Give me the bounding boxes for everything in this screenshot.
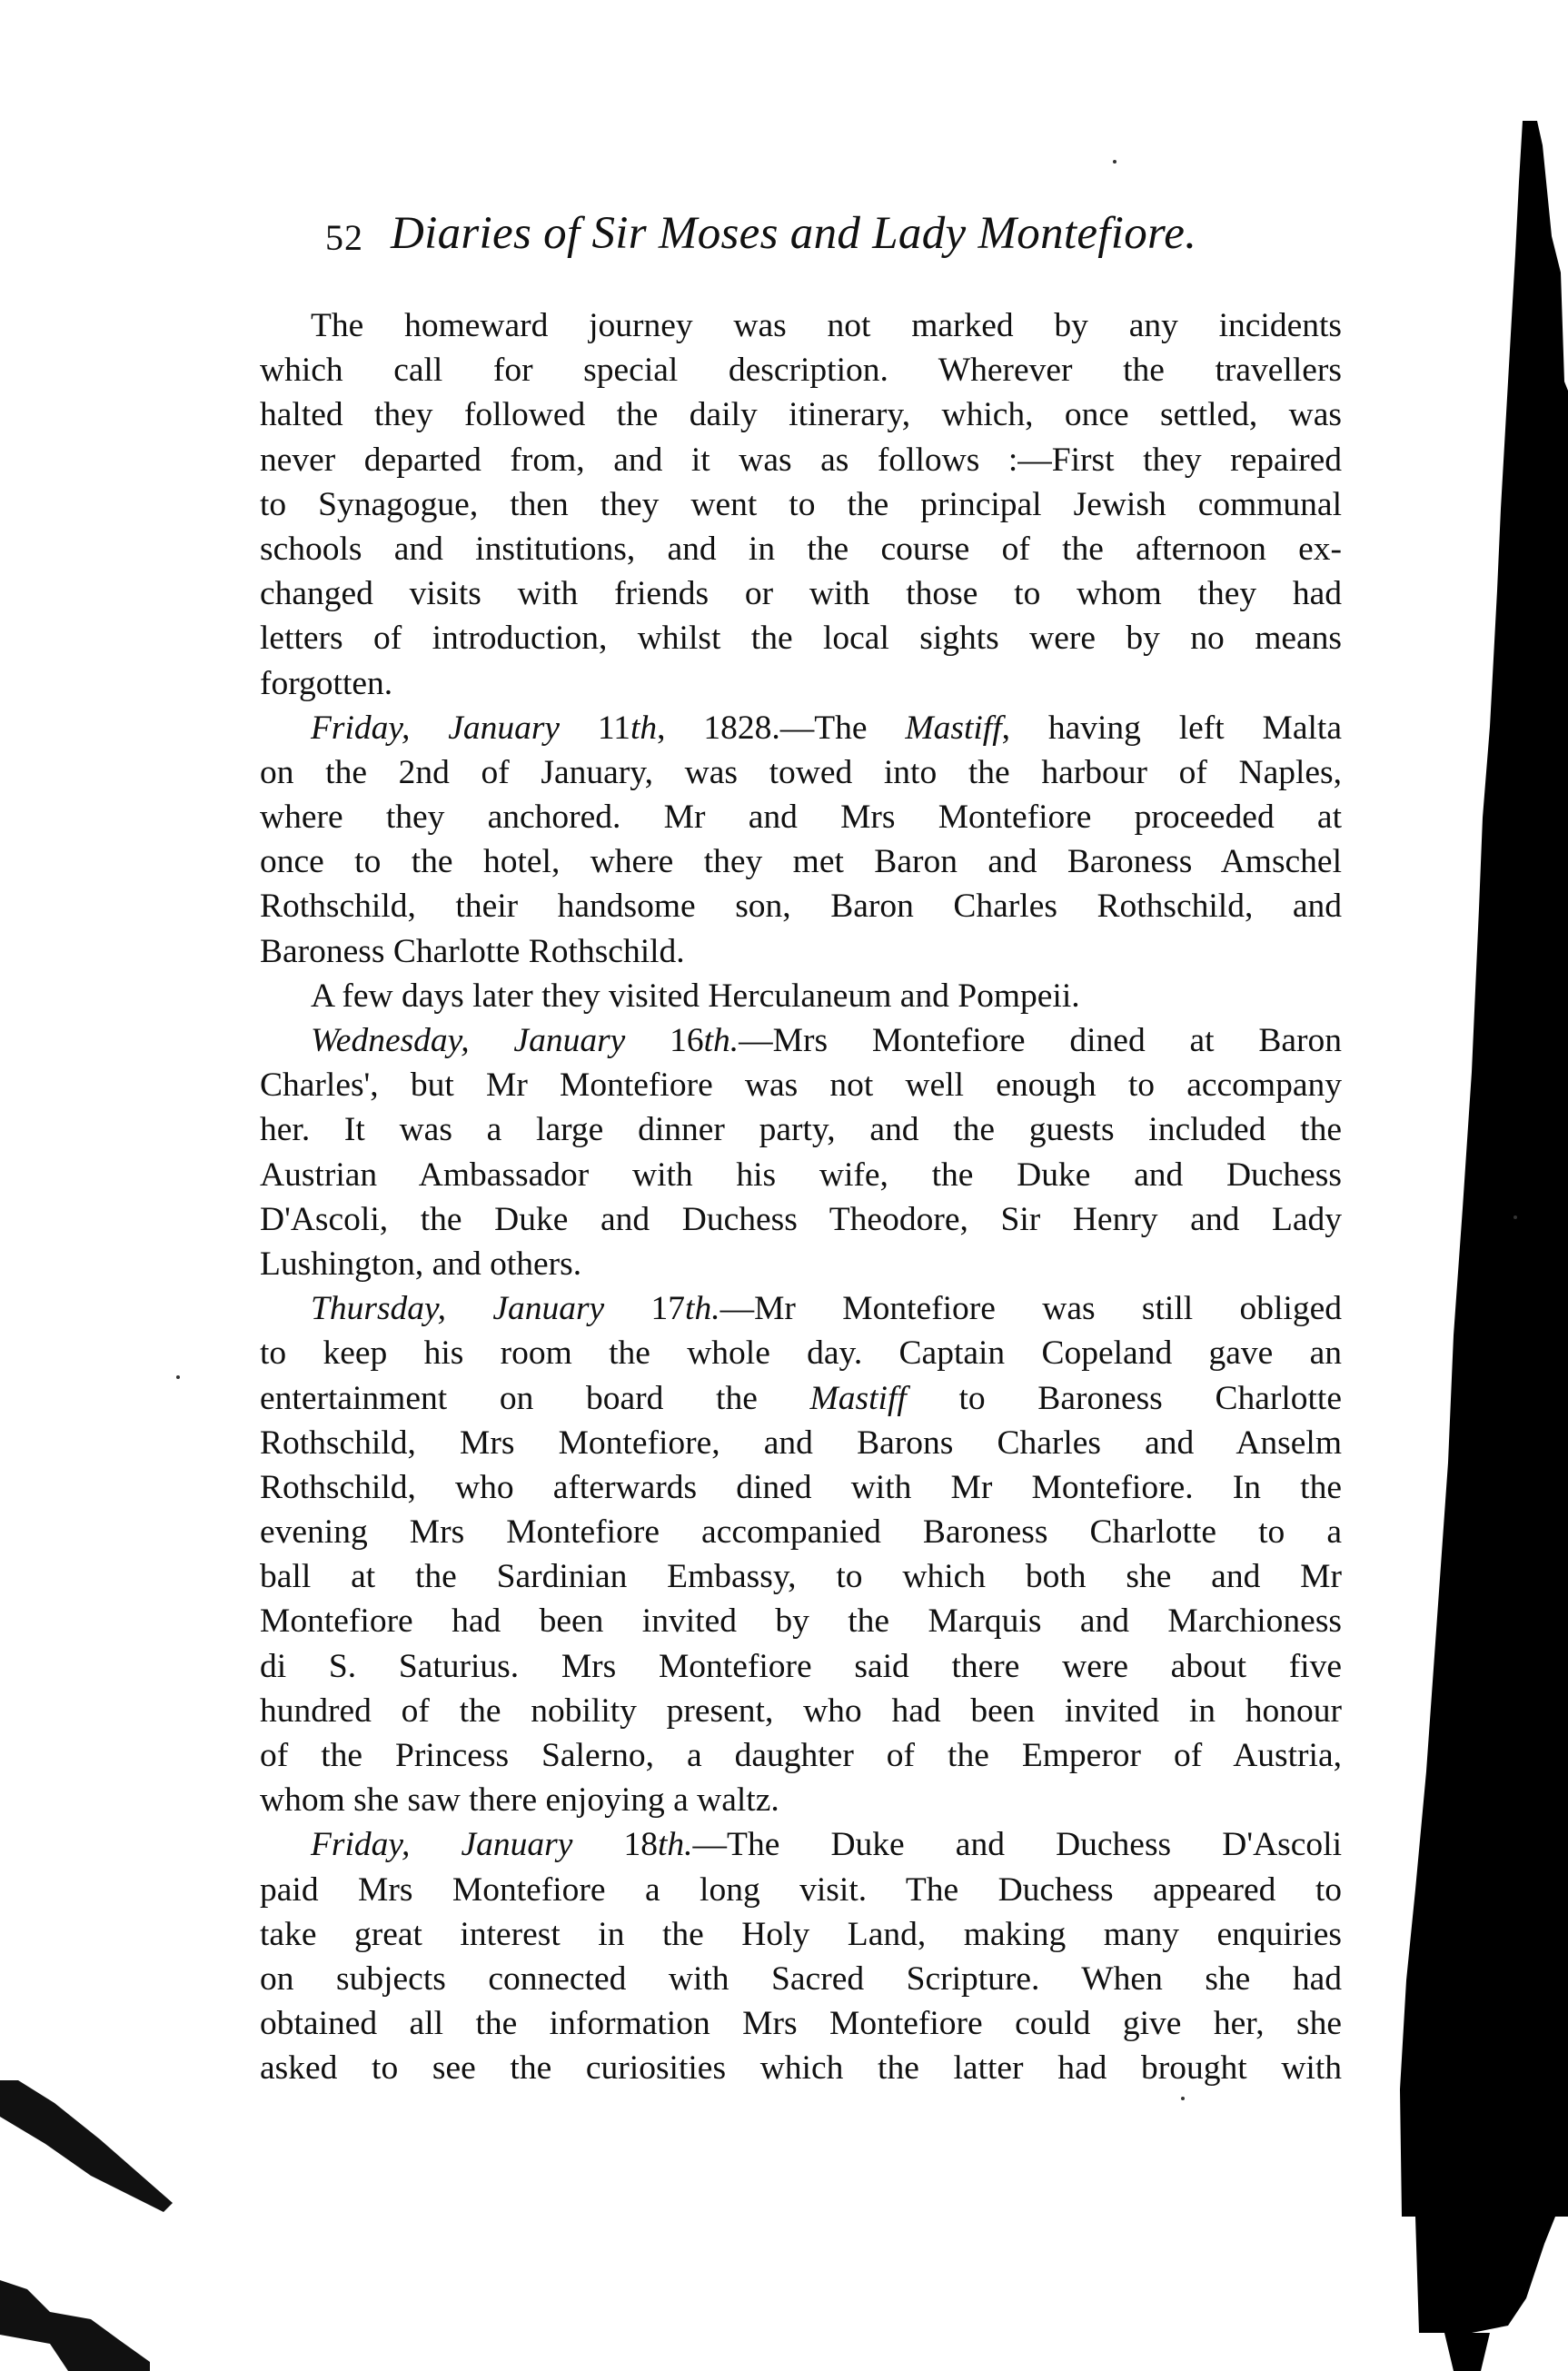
text-line [260,1733,1342,1778]
text-line [260,1778,1342,1822]
italic-text: Friday, January [311,709,598,747]
running-header [320,207,1346,271]
text-line [260,839,1342,884]
scan-speck [1181,2097,1185,2100]
text-line [260,1331,1342,1375]
text-run: Montefiore had been invited by the Marquis and Marchioness [260,1602,1342,1641]
text-run: Charles', but Mr Montefiore was not well enough to accompany [260,1066,1342,1105]
text-line [260,2001,1342,2046]
text-line [260,2046,1342,2090]
text-run: 18 [623,1826,658,1864]
text-line [260,1599,1342,1643]
text-line [260,1689,1342,1733]
text-run: schools and institutions, and in the course of the afternoon ex- [260,530,1342,568]
text-line [260,706,1342,750]
text-line [260,795,1342,839]
text-run: once to the hotel, where they met Baron and Baroness Amschel [260,843,1342,881]
italic-text: th. [703,1022,739,1059]
text-run: 16 [670,1022,704,1059]
text-line [260,750,1342,795]
text-run: on the 2nd of January, was towed into the harbour of Naples, [260,753,1342,791]
italic-text: Mastiff [809,1379,907,1417]
italic-text: Wednesday, January [311,1022,670,1059]
text-run: 11 [597,709,630,747]
text-line [260,1063,1342,1107]
text-run: paid Mrs Montefiore a long visit. The Duchess appeared to [260,1870,1342,1909]
text-run: take great interest in the Holy Land, making many enquiries [260,1915,1342,1953]
text-run: obtained all the information Mrs Montefiore could give her, she [260,2005,1342,2043]
text-line [260,1644,1342,1689]
text-run: whom she saw there enjoying a waltz. [260,1781,779,1820]
italic-text: Thursday, January [311,1290,651,1328]
text-line [260,1197,1342,1242]
text-line [260,1510,1342,1554]
scan-speck [1113,160,1116,164]
text-run: on subjects connected with Sacred Scripture. When she had [260,1959,1342,1998]
italic-text: th. [685,1290,720,1328]
text-run: —Mr Montefiore was still obliged [719,1290,1342,1328]
scan-speck [1513,1215,1517,1219]
text-run: , having left Malta [1001,709,1342,747]
text-line [260,348,1342,392]
text-run: her. It was a large dinner party, and the guests included the [260,1111,1342,1149]
text-run: Rothschild, who afterwards dined with Mr Montefiore. In the [260,1468,1342,1506]
text-line [260,571,1342,616]
text-line [260,1018,1342,1063]
italic-text: th [630,709,658,747]
text-run: to Baroness Charlotte [906,1379,1342,1417]
text-run: D'Ascoli, the Duke and Duchess Theodore, Sir Henry and Lady [260,1200,1342,1238]
text-line [260,1376,1342,1421]
page-edge-shadow-tail [1444,2333,1490,2371]
text-run: Rothschild, Mrs Montefiore, and Barons Charles and Anselm [260,1424,1342,1462]
text-run: 17 [650,1290,686,1328]
text-line [260,527,1342,571]
text-line [260,1421,1342,1465]
text-run: of the Princess Salerno, a daughter of the Emperor of Austria, [260,1737,1342,1774]
text-run: changed visits with friends or with those to whom they had [260,575,1342,613]
text-line [260,438,1342,482]
text-line [260,884,1342,928]
text-line [260,1912,1342,1957]
text-run: The homeward journey was not marked by any incidents [311,307,1342,344]
text-run: evening Mrs Montefiore accompanied Baroness Charlotte to a [260,1513,1342,1552]
text-line [260,616,1342,660]
text-run: di S. Saturius. Mrs Montefiore said there were about five [260,1647,1342,1685]
text-run: halted they followed the daily itinerary, which, once settled, was [260,396,1342,434]
text-run: asked to see the curiosities which the latter had brought with [260,2049,1342,2088]
page-edge-shadow [1400,121,1568,2333]
text-run: to Synagogue, then they went to the principal Jewish communal [260,485,1342,523]
text-run: —Mrs Montefiore dined at Baron [739,1022,1342,1059]
text-run: which call for special description. Wherever the travellers [260,352,1342,390]
text-line [260,1242,1342,1286]
scan-blot-lower [0,2280,150,2371]
text-line [260,1465,1342,1510]
text-run: where they anchored. Mr and Mrs Montefiore proceeded at [260,799,1342,837]
body-text [260,303,1342,2091]
text-run: entertainment on board the [260,1379,810,1417]
text-run: Baroness Charlotte Rothschild. [260,932,685,970]
text-line [260,303,1342,348]
scan-speck [176,1375,180,1379]
text-line [260,974,1342,1018]
italic-text: th. [658,1826,693,1864]
text-line [260,661,1342,706]
page-number: 52 [325,217,363,258]
text-run: ball at the Sardinian Embassy, to which both she and Mr [260,1558,1342,1596]
text-line [260,1286,1342,1331]
text-line [260,929,1342,974]
text-line [260,482,1342,527]
text-run: hundred of the nobility present, who had been invited in honour [260,1691,1342,1730]
text-line [260,1868,1342,1912]
text-run: letters of introduction, whilst the local sights were by no means [260,620,1342,658]
text-run: A few days later they visited Herculaneum and Pompeii. [311,977,1080,1015]
text-line [260,392,1342,437]
text-run: Austrian Ambassador with his wife, the Duke and Duchess [260,1156,1342,1194]
running-title: Diaries of Sir Moses and Lady Montefiore. [391,208,1197,259]
text-line [260,1107,1342,1152]
text-line [260,1957,1342,2001]
text-run: , 1828.—The [657,709,906,747]
text-line [260,1153,1342,1197]
italic-text: Friday, January [311,1826,624,1864]
text-run: forgotten. [260,664,393,702]
text-run: to keep his room the whole day. Captain Copeland gave an [260,1334,1342,1373]
italic-text: Mastiff [905,709,1002,747]
text-line [260,1554,1342,1599]
text-line [260,1822,1342,1867]
text-run: never departed from, and it was as follows :—First they repaired [260,441,1342,479]
text-run: Rothschild, their handsome son, Baron Charles Rothschild, and [260,888,1342,926]
text-run: —The Duke and Duchess D'Ascoli [692,1826,1342,1864]
text-run: Lushington, and others. [260,1245,582,1283]
scan-blot-upper [0,2080,173,2212]
